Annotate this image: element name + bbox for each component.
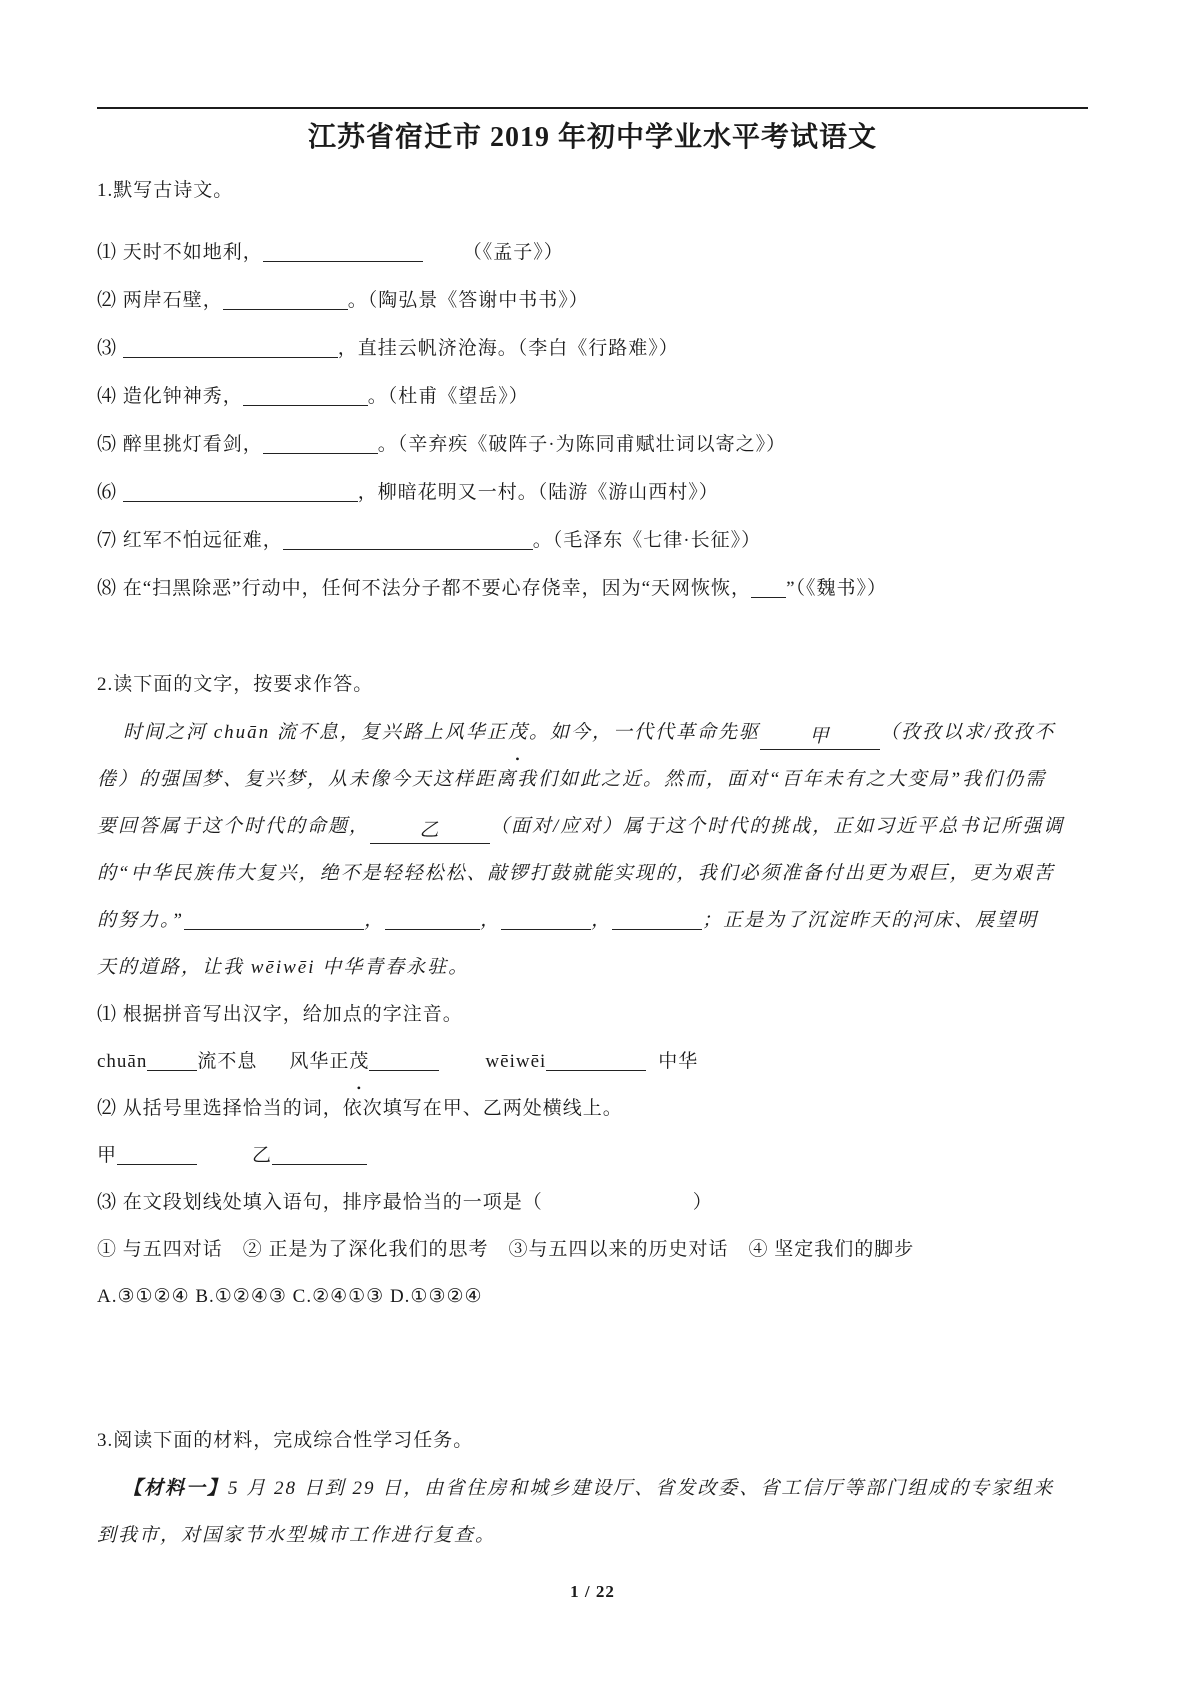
q3-material-line-1 xyxy=(97,1465,1088,1512)
text-segment: 。（辛弃疾《破阵子·为陈同甫赋壮词以寄之》） xyxy=(377,434,787,455)
blank-line: 乙 xyxy=(370,820,490,844)
q3-heading: 3.阅读下面的材料，完成综合性学习任务。 xyxy=(97,1430,474,1451)
q1-item-8 xyxy=(97,565,1088,613)
text-segment: wēiwēi xyxy=(485,1051,547,1072)
text-segment: 。（杜甫《望岳》） xyxy=(367,386,529,407)
text-segment: （《孟子》） xyxy=(462,242,564,263)
q1-item-6 xyxy=(97,469,1088,517)
text-segment: 倦）的强国梦、复兴梦，从未像今天这样距离我们如此之近。然而，面对“百年未有之大变局”我们仍需 xyxy=(97,769,1047,790)
text-segment: 要回答属于这个时代的命题， xyxy=(97,816,371,837)
q2-sub2: ⑵ 从括号里选择恰当的词，依次填写在甲、乙两处横线上。 xyxy=(97,1098,623,1119)
text-segment: ⑸ 醉里挑灯看剑， xyxy=(97,434,263,455)
text-segment: 风华正 xyxy=(289,1051,350,1072)
q2-answers-row: A.③①②④ B.①②④③ C.②④①③ D.①③②④ xyxy=(97,1286,483,1307)
text-segment: ⑹ xyxy=(97,482,123,503)
q1-item-5 xyxy=(97,421,1088,469)
blank-line xyxy=(501,927,591,930)
blank-line xyxy=(184,927,364,930)
text-segment: ⑺ 红军不怕远征难， xyxy=(97,530,283,551)
blank-line xyxy=(283,547,533,550)
q2-passage-line-1 xyxy=(97,709,1088,756)
text-segment: ⑵ 两岸石壁， xyxy=(97,290,223,311)
text-segment: 5 月 28 日到 29 日，由省住房和城乡建设厅、省发改委、省工信厅等部门组成的专家组来 xyxy=(228,1478,1055,1499)
text-segment: 的努力。” xyxy=(97,910,185,931)
blank-line xyxy=(612,927,702,930)
page-number: 1 / 22 xyxy=(570,1582,615,1601)
text-segment: （面对/应对）属于这个时代的挑战，正如习近平总书记所强调 xyxy=(490,816,1065,837)
blank-line xyxy=(123,499,358,502)
text-segment: ⑷ 造化钟神秀， xyxy=(97,386,243,407)
text-segment: 茂 xyxy=(507,722,529,743)
q1-item-1 xyxy=(97,229,1088,277)
text-segment: 天的道路，让我 wēiwēi 中华青春永驻。 xyxy=(97,957,470,978)
text-segment: ， xyxy=(480,910,502,931)
text-segment: ⑴ 天时不如地利， xyxy=(97,242,263,263)
text-segment: ；正是为了沉淀昨天的河床、展望明 xyxy=(702,910,1039,931)
q2-passage-line-5 xyxy=(97,897,1088,944)
text-segment: 时间之河 chuān 流不息，复兴路上风华正 xyxy=(123,722,508,743)
blank-line xyxy=(272,1162,367,1165)
text-segment: ， xyxy=(591,910,613,931)
text-segment: （孜孜以求/孜孜不 xyxy=(879,722,1056,743)
q2-jiayi-row xyxy=(97,1132,1088,1179)
blank-line: 甲 xyxy=(760,726,880,750)
text-segment: chuān xyxy=(97,1051,148,1072)
q2-passage-line-6 xyxy=(97,944,1088,991)
text-segment: 的“中华民族伟大复兴，绝不是轻轻松松、敲锣打鼓就能实现的，我们必须准备付出更为艰巨，更为艰苦 xyxy=(97,863,1055,884)
text-segment: ⑶ xyxy=(97,338,123,359)
text-segment: ， xyxy=(364,910,386,931)
blank-line xyxy=(147,1068,197,1071)
q1-item-7 xyxy=(97,517,1088,565)
text-segment: 【材料一】 xyxy=(123,1478,229,1499)
q2-options-row: ① 与五四对话 ② 正是为了深化我们的思考 ③与五四以来的历史对话 ④ 坚定我们的脚步 xyxy=(97,1239,915,1260)
text-segment: ，直挂云帆济沧海。（李白《行路难》） xyxy=(337,338,679,359)
blank-line xyxy=(223,307,348,310)
text-segment: ⑻ 在“扫黑除恶”行动中，任何不法分子都不要心存侥幸，因为“天网恢恢， xyxy=(97,578,752,599)
q2-sub3 xyxy=(97,1179,1088,1226)
blank-line xyxy=(243,403,368,406)
q1-item-2 xyxy=(97,277,1088,325)
q1-item-4 xyxy=(97,373,1088,421)
text-segment: 。如今，一代代革命先驱 xyxy=(528,722,760,743)
text-segment: 。（陶弘景《答谢中书书》） xyxy=(347,290,589,311)
q2-passage-line-2 xyxy=(97,756,1088,803)
blank-line xyxy=(385,927,480,930)
blank-line xyxy=(546,1068,646,1071)
text-segment: 流不息 xyxy=(197,1051,258,1072)
q3-material-line-2 xyxy=(97,1512,1088,1559)
q1-item-3 xyxy=(97,325,1088,373)
text-segment: ”（《魏书》） xyxy=(786,578,887,599)
text-segment: ） xyxy=(692,1192,713,1213)
blank-line xyxy=(369,1068,439,1071)
text-segment: 乙 xyxy=(252,1145,273,1166)
text-segment: 茂 xyxy=(349,1051,370,1072)
text-segment: 到我市，对国家节水型城市工作进行复查。 xyxy=(97,1525,497,1546)
q2-passage-line-3 xyxy=(97,803,1088,850)
text-segment: 甲 xyxy=(97,1145,118,1166)
text-segment: ，柳暗花明又一村。（陆游《游山西村》） xyxy=(357,482,719,503)
text-segment: 。（毛泽东《七律·长征》） xyxy=(532,530,762,551)
text-segment: 中华 xyxy=(658,1051,699,1072)
text-segment: ⑶ 在文段划线处填入语句，排序最恰当的一项是（ xyxy=(97,1192,543,1213)
blank-line xyxy=(123,355,338,358)
page-title: 江苏省宿迁市 2019 年初中学业水平考试语文 xyxy=(307,122,877,153)
blank-line xyxy=(263,259,423,262)
q2-sub1: ⑴ 根据拼音写出汉字，给加点的字注音。 xyxy=(97,1004,463,1025)
blank-line xyxy=(263,451,378,454)
q2-passage-line-4 xyxy=(97,850,1088,897)
page-content xyxy=(0,107,1200,1615)
q1-heading: 1.默写古诗文。 xyxy=(97,180,234,201)
blank-line xyxy=(117,1162,197,1165)
q2-pinyin-row xyxy=(97,1038,1088,1085)
q2-heading: 2.读下面的文字，按要求作答。 xyxy=(97,674,374,695)
blank-line xyxy=(751,595,786,598)
